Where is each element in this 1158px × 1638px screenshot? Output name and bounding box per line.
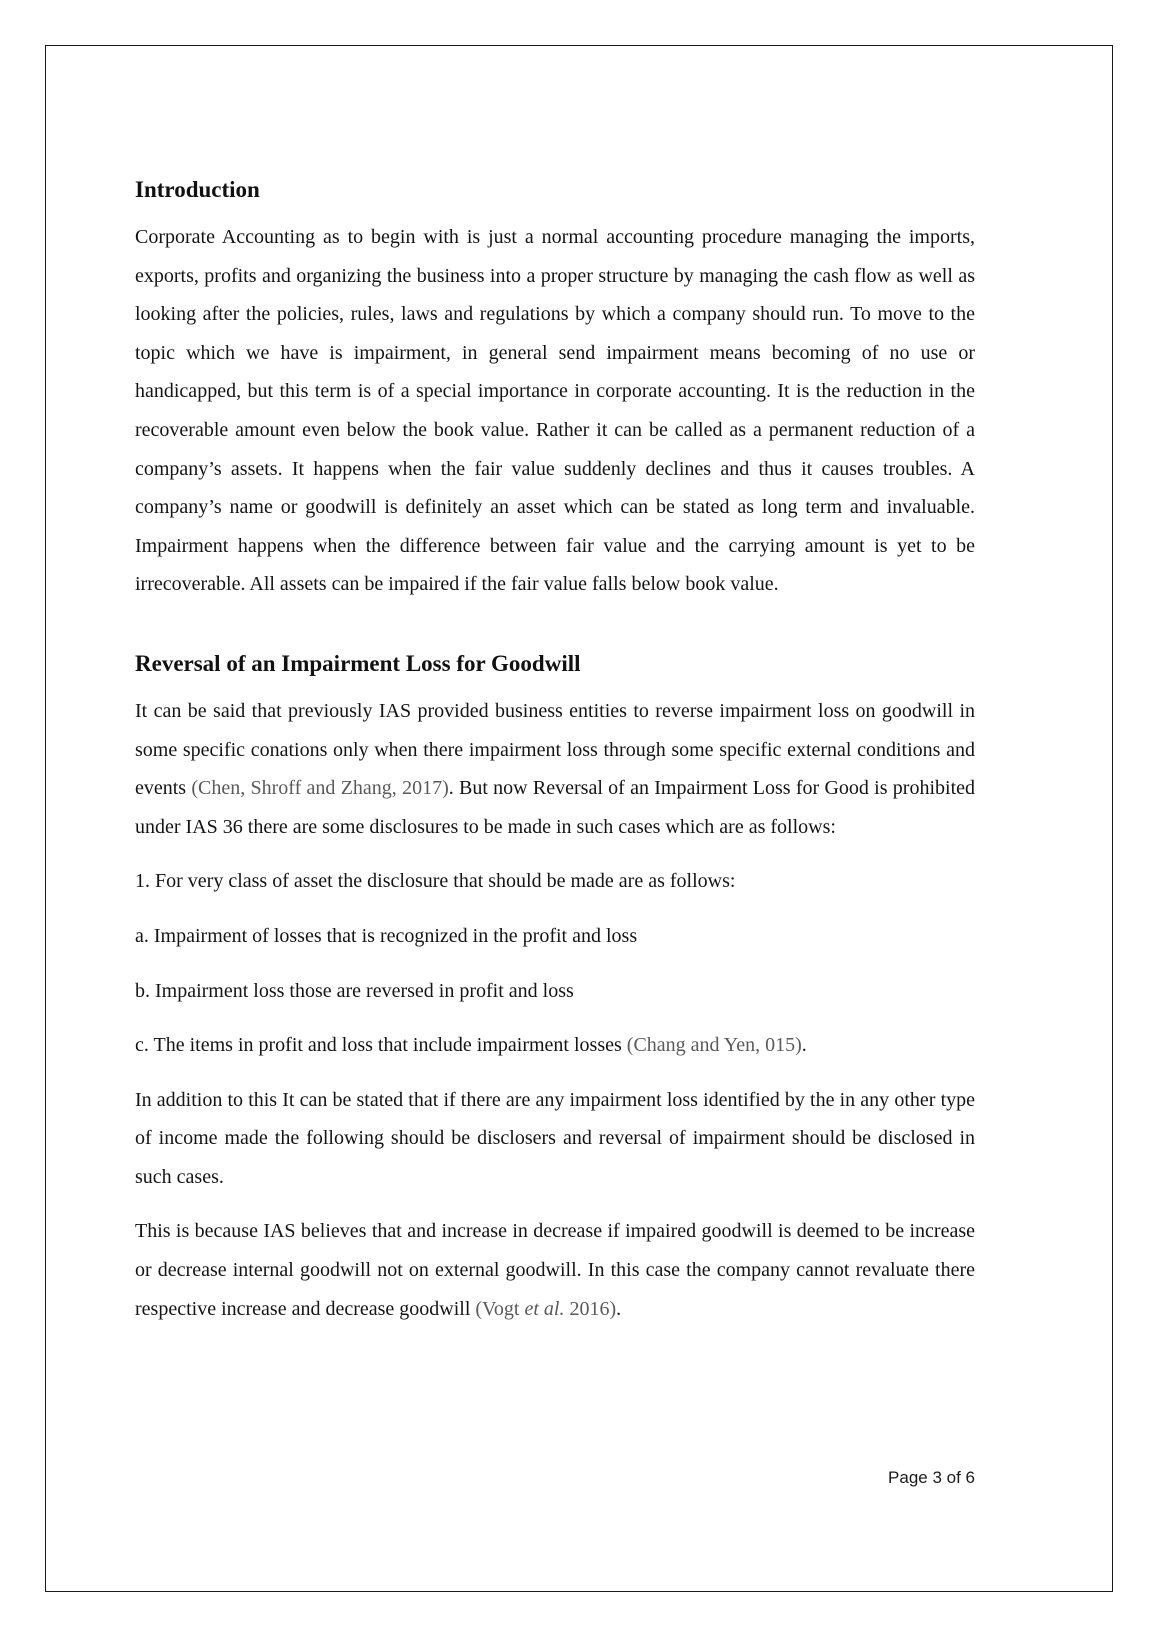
paragraph-text: c. The items in profit and loss that include impairment losses [135, 1034, 627, 1057]
section-heading-introduction: Introduction [135, 177, 260, 202]
paragraph-ias-believes [135, 1212, 975, 1328]
paragraph-text: In addition to this It can be stated that if there are any impairment loss identified by the in any other type of income made the following should be disclosers and reversal of impairment should be disclosed in such cases. [135, 1088, 975, 1188]
paragraph-reversal-intro [135, 692, 975, 846]
page-number: Page 3 of 6 [888, 1468, 975, 1487]
citation-vogt-year: 2016) [564, 1297, 617, 1320]
paragraph-text: . [801, 1034, 807, 1057]
citation-chen-shroff-zhang: (Chen, Shroff and Zhang, 2017) [191, 777, 449, 800]
paragraph-in-addition [135, 1081, 975, 1197]
list-item-a [135, 917, 975, 956]
paragraph-text: It can be said that previously IAS provided business entities to reverse impairment loss on goodwill in some specific conations only when there impairment loss through some specific external conditions and events [135, 699, 975, 800]
citation-vogt-open: (Vogt [475, 1297, 525, 1320]
list-item-b [135, 972, 975, 1011]
paragraph-text: . [616, 1297, 622, 1320]
list-item-1 [135, 862, 975, 901]
list-item-c [135, 1026, 975, 1065]
paragraph-text: Corporate Accounting as to begin with is just a normal accounting procedure managing the imports, exports, profits and organizing the business into a proper structure by managing the cash flow as well as looking after the policies, rules, laws and regulations by which a company should run. To move to the topic which we have is impairment, in general send impairment means becoming of no use or handicapped, but this term is of a special importance in corporate accounting. It is the reduction in the recoverable amount even below the book value. Rather it can be called as a permanent reduction of a company’s assets. It happens when the fair value suddenly declines and thus it causes troubles. A company’s name or goodwill is definitely an asset which can be stated as long term and invaluable. Impairment happens when the difference between fair value and the carrying amount is yet to be irrecoverable. All assets can be impaired if the fair value falls below book value. [135, 226, 975, 596]
citation-vogt-et-al: et al. [524, 1297, 565, 1320]
section-heading-reversal: Reversal of an Impairment Loss for Goodwill [135, 650, 581, 676]
paragraph-text: 1. For very class of asset the disclosure that should be made are as follows: [135, 870, 736, 893]
paragraph-text: . But now Reversal of an Impairment Loss for Good is prohibited under IAS 36 there are some disclosures to be made in such cases which are as follows: [135, 777, 976, 838]
paragraph-text: a. Impairment of losses that is recognized in the profit and loss [135, 924, 638, 947]
paragraph-text: This is because IAS believes that and increase in decrease if impaired goodwill is deemed to be increase or decrease internal goodwill not on external goodwill. In this case the company cannot revaluate there respective increase and decrease goodwill [135, 1220, 975, 1320]
paragraph-text: b. Impairment loss those are reversed in profit and loss [135, 979, 574, 1002]
paragraph-introduction [135, 218, 975, 604]
citation-chang-yen: (Chang and Yen, 015) [626, 1034, 802, 1057]
